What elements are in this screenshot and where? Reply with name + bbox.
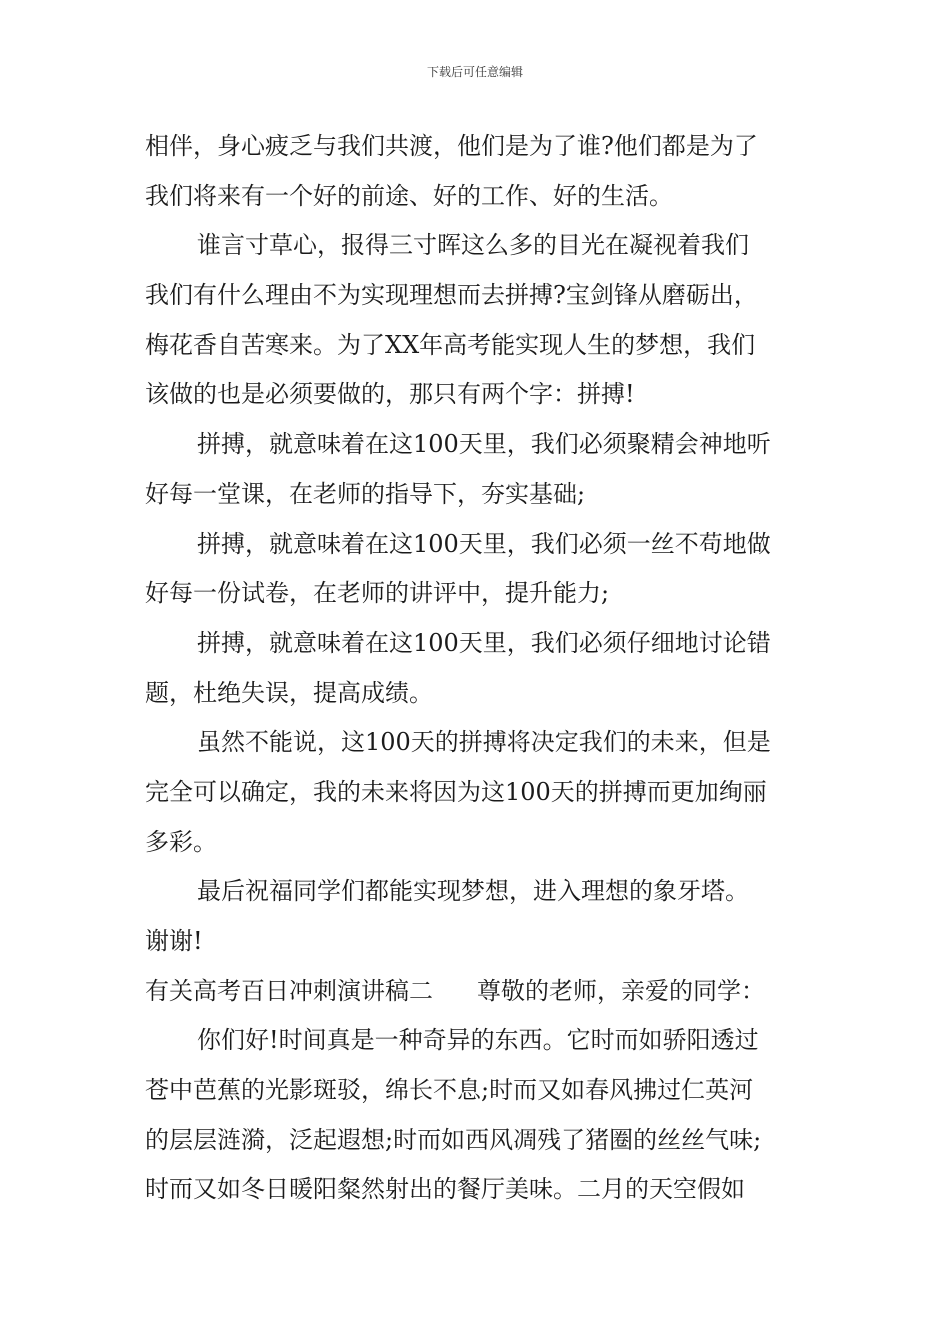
paragraph-start: 拼搏，就意味着在这100天里，我们必须聚精会神地听 — [197, 430, 771, 459]
text-line: 我们有什么理由不为实现理想而去拼搏?宝剑锋从磨砺出， — [145, 281, 758, 310]
document-body — [145, 122, 810, 1215]
paragraph-start: 你们好!时间真是一种奇异的东西。它时而如骄阳透过 — [197, 1026, 759, 1055]
salutation: 尊敬的老师，亲爱的同学： — [477, 976, 765, 1005]
text-line: 该做的也是必须要做的，那只有两个字：拼搏! — [145, 380, 635, 409]
text-line: 完全可以确定，我的未来将因为这100天的拼搏而更加绚丽 — [145, 777, 767, 806]
page-header-note: 下载后可任意编辑 — [426, 65, 523, 79]
paragraph-start: 最后祝福同学们都能实现梦想，进入理想的象牙塔。 — [197, 877, 749, 906]
text-line: 梅花香自苦寒来。为了XX年高考能实现人生的梦想，我们 — [145, 330, 756, 359]
text-line: 时而又如冬日暖阳粲然射出的餐厅美味。二月的天空假如 — [145, 1175, 745, 1204]
section-heading-line — [145, 967, 810, 1017]
text-line: 好每一堂课，在老师的指导下，夯实基础; — [145, 479, 586, 508]
text-line: 苍中芭蕉的光影斑驳，绵长不息;时而又如春风拂过仁英河 — [145, 1076, 754, 1105]
section-title: 有关高考百日冲刺演讲稿二 — [145, 976, 433, 1005]
paragraph-start: 谁言寸草心，报得三寸晖这么多的目光在凝视着我们 — [197, 231, 749, 260]
text-line: 好每一份试卷，在老师的讲评中，提升能力; — [145, 579, 610, 608]
paragraph-start: 拼搏，就意味着在这100天里，我们必须仔细地讨论错 — [197, 628, 771, 657]
text-line: 的层层涟漪，泛起遐想;时而如西风凋残了猪圈的丝丝气味; — [145, 1125, 762, 1154]
text-line: 相伴，身心疲乏与我们共渡，他们是为了谁?他们都是为了 — [145, 132, 758, 160]
paragraph-start: 虽然不能说，这100天的拼搏将决定我们的未来，但是 — [197, 728, 771, 757]
text-line: 多彩。 — [145, 827, 217, 856]
paragraph-start: 拼搏，就意味着在这100天里，我们必须一丝不苟地做 — [197, 529, 771, 558]
text-line: 谢谢! — [145, 927, 203, 955]
text-line: 我们将来有一个好的前途、好的工作、好的生活。 — [145, 181, 673, 210]
text-line: 题，杜绝失误，提高成绩。 — [145, 678, 433, 707]
